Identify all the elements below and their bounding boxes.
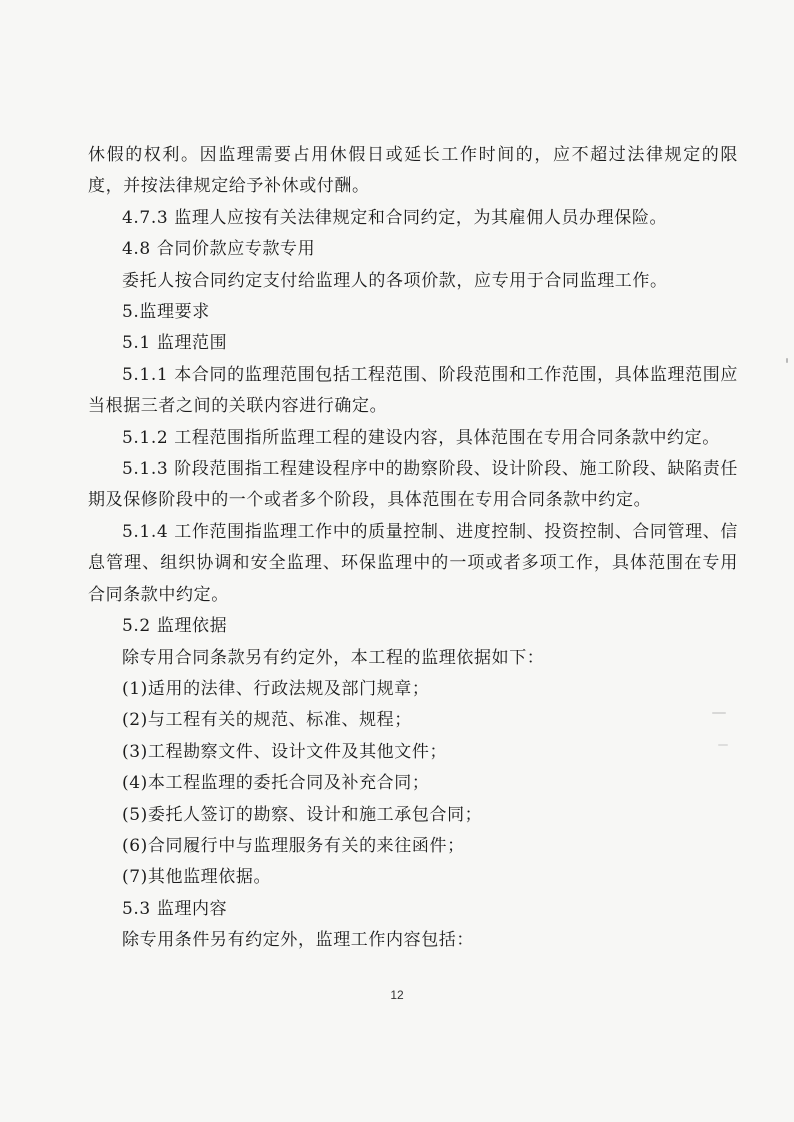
list-item-7: (7)其他监理依据。 (122, 867, 272, 888)
scan-speck (786, 358, 788, 363)
scan-speck (718, 744, 728, 746)
clause-5-1-4: 5.1.4 工作范围指监理工作中的质量控制、进度控制、投资控制、合同管理、信息管理、组织协调和安全监理、环保监理中的一项或者多项工作，具体范围在专用合同条款中约定。 (88, 521, 738, 605)
clause-5-3-heading: 5.3 监理内容 (122, 898, 228, 919)
list-item-6: (6)合同履行中与监理服务有关的来往函件； (122, 835, 465, 856)
clause-5-2-heading: 5.2 监理依据 (122, 616, 228, 637)
section-5-heading: 5.监理要求 (122, 302, 210, 323)
paragraph-vacation-rights: 休假的权利。因监理需要占用休假日或延长工作时间的，应不超过法律规定的限度，并按法律规定给予补休或付酬。 (88, 145, 738, 197)
clause-4-8-heading: 4.8 合同价款应专款专用 (122, 239, 316, 260)
clause-5-2-intro: 除专用合同条款另有约定外，本工程的监理依据如下： (122, 647, 545, 668)
list-item-5: (5)委托人签订的勘察、设计和施工承包合同； (122, 804, 483, 825)
clause-5-1-1: 5.1.1 本合同的监理范围包括工程范围、阶段范围和工作范围，具体监理范围应当根据三者之间的关联内容进行确定。 (88, 364, 738, 417)
list-item-3: (3)工程勘察文件、设计文件及其他文件； (122, 741, 448, 762)
list-item-4: (4)本工程监理的委托合同及补充合同； (122, 773, 430, 794)
clause-4-8-text: 委托人按合同约定支付给监理人的各项价款，应专用于合同监理工作。 (122, 270, 668, 291)
page-number: 12 (390, 988, 404, 1002)
list-item-1: (1)适用的法律、行政法规及部门规章； (122, 678, 430, 699)
list-item-2: (2)与工程有关的规范、标准、规程； (122, 710, 412, 731)
clause-5-3-intro: 除专用条件另有约定外，监理工作内容包括： (122, 930, 474, 951)
scan-speck (712, 712, 726, 714)
clause-5-1-2: 5.1.2 工程范围指所监理工程的建设内容，具体范围在专用合同条款中约定。 (122, 427, 720, 448)
document-body (88, 140, 738, 957)
clause-5-1-3: 5.1.3 阶段范围指工程建设程序中的勘察阶段、设计阶段、施工阶段、缺陷责任期及保修阶段中的一个或者多个阶段，具体范围在专用合同条款中约定。 (88, 459, 738, 511)
clause-5-1-heading: 5.1 监理范围 (122, 333, 228, 354)
clause-4-7-3: 4.7.3 监理人应按有关法律规定和合同约定，为其雇佣人员办理保险。 (122, 207, 668, 228)
